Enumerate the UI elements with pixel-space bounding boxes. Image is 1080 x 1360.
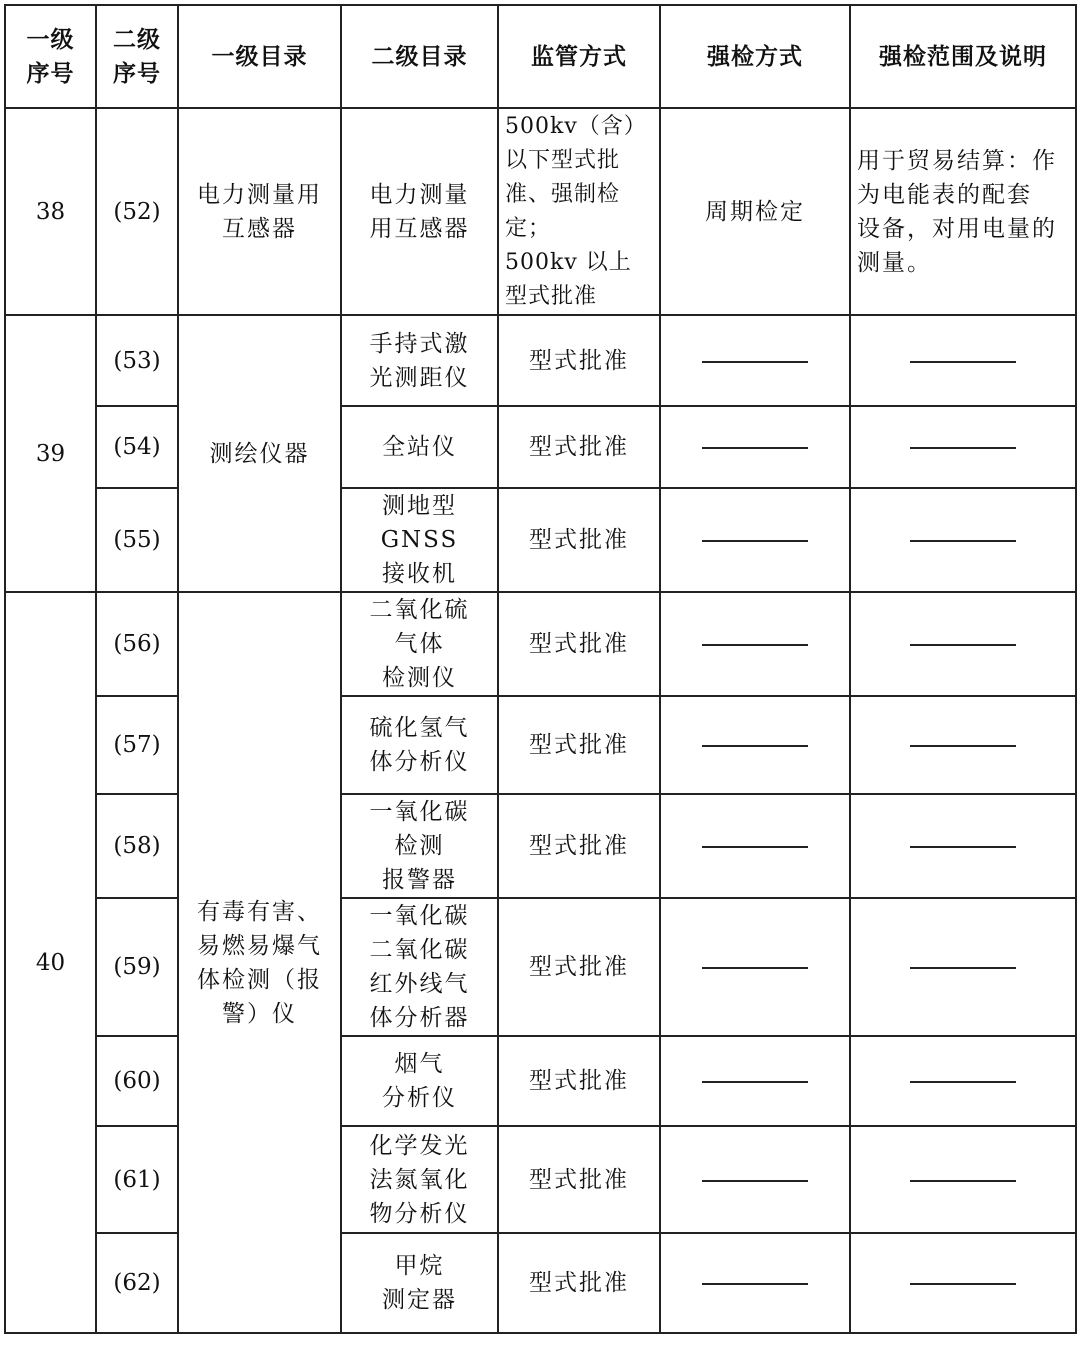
- level2-no-cell: (59): [96, 898, 178, 1036]
- header-level2-no: 二级 序号: [96, 5, 178, 108]
- level2-catalog-cell: 烟气 分析仪: [341, 1036, 498, 1126]
- header-inspection: 强检方式: [660, 5, 850, 108]
- empty-dash: [702, 846, 808, 848]
- level1-no-cell: 40: [5, 592, 96, 1333]
- empty-dash: [910, 1081, 1016, 1083]
- supervision-cell: 型式批准: [498, 794, 660, 898]
- level2-no-cell: (62): [96, 1233, 178, 1333]
- supervision-cell: 500kv（含） 以下型式批 准、强制检 定； 500kv 以上 型式批准: [498, 108, 660, 315]
- table-row: [5, 1036, 1076, 1126]
- table-row: [5, 794, 1076, 898]
- inspection-cell: [660, 315, 850, 406]
- empty-dash: [702, 967, 808, 969]
- table-row: [5, 315, 1076, 406]
- empty-dash: [702, 1081, 808, 1083]
- inspection-cell: [660, 1126, 850, 1233]
- empty-dash: [910, 967, 1016, 969]
- table-row: [5, 696, 1076, 794]
- level2-no-cell: (53): [96, 315, 178, 406]
- level2-catalog-cell: 二氧化硫 气体 检测仪: [341, 592, 498, 696]
- header-level1-catalog: 一级目录: [178, 5, 341, 108]
- supervision-cell: 型式批准: [498, 1126, 660, 1233]
- scope-cell: [850, 898, 1076, 1036]
- empty-dash: [910, 1180, 1016, 1182]
- empty-dash: [910, 846, 1016, 848]
- level1-catalog-cell: 有毒有害、 易燃易爆气 体检测（报 警）仪: [178, 592, 341, 1333]
- inspection-cell: [660, 488, 850, 592]
- supervision-cell: 型式批准: [498, 592, 660, 696]
- supervision-cell: 型式批准: [498, 315, 660, 406]
- table-row: [5, 1126, 1076, 1233]
- level2-catalog-cell: 一氧化碳 二氧化碳 红外线气 体分析器: [341, 898, 498, 1036]
- supervision-cell: 型式批准: [498, 1036, 660, 1126]
- empty-dash: [910, 447, 1016, 449]
- empty-dash: [702, 540, 808, 542]
- level2-catalog-cell: 手持式激 光测距仪: [341, 315, 498, 406]
- scope-cell: [850, 1233, 1076, 1333]
- empty-dash: [910, 540, 1016, 542]
- empty-dash: [910, 644, 1016, 646]
- scope-cell: [850, 406, 1076, 488]
- inspection-cell: [660, 1036, 850, 1126]
- table-row: [5, 488, 1076, 592]
- inspection-cell: 周期检定: [660, 108, 850, 315]
- table-row: [5, 108, 1076, 315]
- header-scope: 强检范围及说明: [850, 5, 1076, 108]
- level2-no-cell: (55): [96, 488, 178, 592]
- table-row: [5, 898, 1076, 1036]
- header-row: [5, 5, 1076, 108]
- supervision-cell: 型式批准: [498, 696, 660, 794]
- header-level1-no: 一级 序号: [5, 5, 96, 108]
- level2-no-cell: (52): [96, 108, 178, 315]
- supervision-cell: 型式批准: [498, 406, 660, 488]
- header-level2-catalog: 二级目录: [341, 5, 498, 108]
- table-row: [5, 592, 1076, 696]
- level1-no-cell: 38: [5, 108, 96, 315]
- scope-cell: [850, 488, 1076, 592]
- scope-cell: [850, 696, 1076, 794]
- supervision-cell: 型式批准: [498, 898, 660, 1036]
- scope-cell: [850, 1036, 1076, 1126]
- supervision-cell: 型式批准: [498, 1233, 660, 1333]
- scope-cell: [850, 794, 1076, 898]
- level2-no-cell: (56): [96, 592, 178, 696]
- level1-no-cell: 39: [5, 315, 96, 592]
- header-supervision: 监管方式: [498, 5, 660, 108]
- level2-catalog-cell: 一氧化碳 检测 报警器: [341, 794, 498, 898]
- inspection-cell: [660, 406, 850, 488]
- empty-dash: [910, 1283, 1016, 1285]
- supervision-cell: 型式批准: [498, 488, 660, 592]
- scope-cell: [850, 1126, 1076, 1233]
- table-row: [5, 406, 1076, 488]
- empty-dash: [702, 1283, 808, 1285]
- scope-cell: [850, 315, 1076, 406]
- empty-dash: [702, 447, 808, 449]
- inspection-cell: [660, 898, 850, 1036]
- empty-dash: [702, 745, 808, 747]
- level2-catalog-cell: 硫化氢气 体分析仪: [341, 696, 498, 794]
- catalog-table: [4, 4, 1077, 1334]
- empty-dash: [910, 361, 1016, 363]
- level1-catalog-cell: 测绘仪器: [178, 315, 341, 592]
- empty-dash: [702, 644, 808, 646]
- inspection-cell: [660, 1233, 850, 1333]
- level2-catalog-cell: 电力测量 用互感器: [341, 108, 498, 315]
- inspection-cell: [660, 592, 850, 696]
- empty-dash: [702, 1180, 808, 1182]
- table-row: [5, 1233, 1076, 1333]
- inspection-cell: [660, 794, 850, 898]
- inspection-cell: [660, 696, 850, 794]
- scope-cell: [850, 592, 1076, 696]
- level1-catalog-cell: 电力测量用 互感器: [178, 108, 341, 315]
- scope-cell: 用于贸易结算：作 为电能表的配套 设备，对用电量的 测量。: [850, 108, 1076, 315]
- level2-catalog-cell: 测地型 GNSS 接收机: [341, 488, 498, 592]
- level2-no-cell: (57): [96, 696, 178, 794]
- level2-no-cell: (60): [96, 1036, 178, 1126]
- level2-catalog-cell: 甲烷 测定器: [341, 1233, 498, 1333]
- level2-catalog-cell: 化学发光 法氮氧化 物分析仪: [341, 1126, 498, 1233]
- level2-no-cell: (58): [96, 794, 178, 898]
- level2-no-cell: (54): [96, 406, 178, 488]
- level2-catalog-cell: 全站仪: [341, 406, 498, 488]
- empty-dash: [702, 361, 808, 363]
- level2-no-cell: (61): [96, 1126, 178, 1233]
- empty-dash: [910, 745, 1016, 747]
